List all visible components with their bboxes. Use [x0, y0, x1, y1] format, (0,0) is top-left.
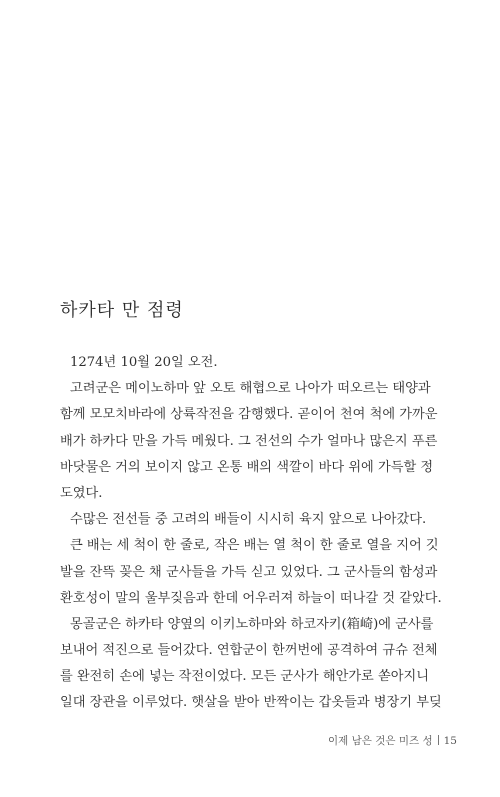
paragraph-line: 보내어 적진으로 들어갔다. 연합군이 한꺼번에 공격하여 규슈 전체	[60, 643, 438, 659]
page-footer	[328, 733, 457, 748]
paragraph-line: 함께 모모치바라에 상륙작전을 감행했다. 곧이어 천여 척에 가까운	[60, 407, 438, 423]
chapter-title: 하카타 만 점령	[60, 300, 184, 321]
paragraph-line: 일대 장관을 이루었다. 햇살을 받아 반짝이는 갑옷들과 병장기 부딪	[60, 695, 442, 711]
paragraph-line: 몽골군은 하카타 양옆의 이키노하마와 하코자키(箱崎)에 군사를	[70, 616, 434, 632]
paragraph-line: 환호성이 말의 울부짖음과 한데 어우러져 하늘이 떠나갈 것 같았다.	[60, 590, 442, 606]
page-number: 15	[443, 735, 457, 747]
paragraph-line: 발을 잔뜩 꽂은 채 군사들을 가득 싣고 있었다. 그 군사들의 함성과	[60, 564, 438, 580]
running-title: 이제 남은 것은 미즈 성	[327, 735, 433, 747]
paragraph-line: 배가 하카다 만을 가득 메웠다. 그 전선의 수가 얼마나 많은지 푸른	[60, 433, 438, 449]
paragraph-line: 고려군은 메이노하마 앞 오토 해협으로 나아가 떠오르는 태양과	[70, 381, 431, 397]
paragraph-line: 바닷물은 거의 보이지 않고 온통 배의 색깔이 바다 위에 가득할 정	[60, 459, 434, 475]
body-text	[60, 350, 455, 717]
paragraph-line: 도였다.	[60, 485, 103, 501]
footer-divider	[438, 735, 439, 745]
paragraph-line: 1274년 10월 20일 오전.	[70, 355, 218, 370]
paragraph-line: 를 완전히 손에 넣는 작전이었다. 모든 군사가 해안가로 쏟아지니	[60, 669, 429, 685]
paragraph-line: 큰 배는 세 척이 한 줄로, 작은 배는 열 척이 한 줄로 열을 지어 깃	[70, 538, 439, 554]
paragraph-line: 수많은 전선들 중 고려의 배들이 시시히 육지 앞으로 나아갔다.	[70, 512, 427, 528]
